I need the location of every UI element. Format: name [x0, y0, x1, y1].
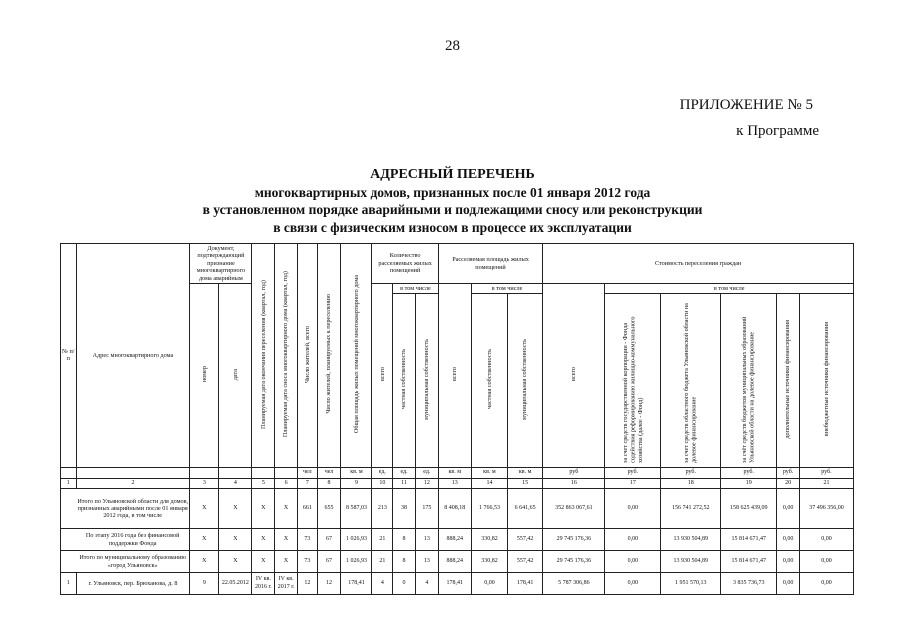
row-cell: X: [219, 489, 252, 529]
unit-cell: руб.: [799, 467, 853, 478]
row-cell: 0,00: [777, 529, 800, 551]
unit-cell: чел: [297, 467, 317, 478]
row-cell: 4: [415, 573, 438, 595]
header-rooms-total: всего: [378, 367, 386, 382]
row-cell: 73: [297, 529, 317, 551]
title-line-1: АДРЕСНЫЙ ПЕРЕЧЕНЬ: [370, 167, 535, 182]
header-additional-sources: дополнительные источники финансирования: [784, 320, 792, 439]
column-number: 2: [76, 478, 190, 488]
row-cell: 37 496 356,00: [799, 489, 853, 529]
header-non-budget-sources: внебюджетные источники финансирования: [822, 322, 830, 437]
row-cell: 12: [297, 573, 317, 595]
row-cell: 4: [372, 573, 393, 595]
header-address: Адрес многоквартирного дома: [76, 244, 190, 468]
row-cell: 0,00: [605, 573, 661, 595]
row-cell: 73: [297, 551, 317, 573]
title-line-2: многоквартирных домов, признанных после 01 января 2012 года: [254, 184, 651, 200]
row-cell: X: [252, 551, 275, 573]
appendix-label: ПРИЛОЖЕНИЕ № 5: [679, 97, 813, 113]
row-cell: 655: [317, 489, 341, 529]
row-cell: 3 835 736,73: [721, 573, 777, 595]
header-cost-total: всего: [570, 367, 578, 382]
row-cell: 8: [393, 551, 416, 573]
unit-cell: руб.: [721, 467, 777, 478]
row-cell: 13: [415, 551, 438, 573]
appendix-heading: [679, 92, 819, 144]
column-number: 1: [61, 478, 77, 488]
column-number: 20: [777, 478, 800, 488]
row-cell: X: [190, 551, 219, 573]
row-cell: 156 741 272,52: [661, 489, 721, 529]
row-cell: [61, 551, 77, 573]
row-cell: 29 745 176,36: [543, 551, 605, 573]
row-cell: 330,82: [471, 551, 507, 573]
row-cell: 6 641,65: [508, 489, 543, 529]
row-cell: 0,00: [777, 573, 800, 595]
row-cell: 213: [372, 489, 393, 529]
row-cell: X: [252, 489, 275, 529]
row-cell: 1 026,93: [341, 551, 372, 573]
column-number: 18: [661, 478, 721, 488]
title-line-4: в связи с физическим износом в процессе их эксплуатации: [273, 219, 632, 235]
row-cell: 67: [317, 529, 341, 551]
row-cell: 22.05.2012: [219, 573, 252, 595]
unit-cell: кв. м: [471, 467, 507, 478]
row-cell: 13 930 504,89: [661, 551, 721, 573]
row-cell: 13: [415, 529, 438, 551]
header-local-budget: за счёт средств бюджетов муниципальных образований Ульяновской области на долевое финансирование: [741, 317, 756, 464]
column-number: 10: [372, 478, 393, 488]
unit-cell: ед.: [415, 467, 438, 478]
header-area-total: всего: [451, 367, 459, 382]
column-number: 14: [471, 478, 507, 488]
unit-cell: ед.: [372, 467, 393, 478]
row-cell: 888,24: [438, 551, 471, 573]
unit-cell: руб.: [605, 467, 661, 478]
header-residents-total: Число жителей, всего: [303, 325, 311, 383]
column-numbers-row: [61, 478, 854, 488]
table-row: [61, 529, 854, 551]
row-cell: 1 766,53: [471, 489, 507, 529]
header-area-relocated: Расселяемая площадь жилых помещений: [438, 244, 543, 284]
header-rooms-municipal: муниципальная собственность: [423, 338, 431, 420]
column-number: 4: [219, 478, 252, 488]
header-doc-number: номер: [200, 366, 208, 383]
row-cell: 1 951 570,13: [661, 573, 721, 595]
row-cell: 0,00: [605, 529, 661, 551]
row-cell: X: [219, 529, 252, 551]
page-number: 28: [445, 38, 460, 54]
row-cell: X: [252, 529, 275, 551]
column-number: 6: [275, 478, 298, 488]
column-number: 19: [721, 478, 777, 488]
row-cell: 0,00: [605, 551, 661, 573]
row-cell: 0,00: [777, 551, 800, 573]
row-cell: 8 587,03: [341, 489, 372, 529]
row-cell: X: [219, 551, 252, 573]
row-cell: 9: [190, 573, 219, 595]
row-cell: 178,41: [341, 573, 372, 595]
header-doc-date: дата: [231, 368, 239, 380]
header-fund: за счет средств государственной корпорации - Фонда содействия реформированию жилищно-коммунального хозяйства (далее - Фонд): [621, 316, 644, 464]
header-area-private: частная собственность: [485, 349, 493, 410]
unit-cell: руб: [543, 467, 605, 478]
row-cell: 15 814 671,47: [721, 551, 777, 573]
row-cell: 661: [297, 489, 317, 529]
row-cell: 15 814 671,47: [721, 529, 777, 551]
unit-cell: чел: [317, 467, 341, 478]
unit-cell: ед.: [393, 467, 416, 478]
column-number: 21: [799, 478, 853, 488]
title-line-3: в установленном порядке аварийными и подлежащими сносу или реконструкции: [202, 202, 703, 217]
header-planned-demolition: Планируемая дата сноса многоквартирного дома (квартал, год): [282, 271, 290, 438]
column-number: 17: [605, 478, 661, 488]
row-cell: 178,41: [438, 573, 471, 595]
column-number: 13: [438, 478, 471, 488]
header-cost-including: в том числе: [605, 284, 854, 294]
row-cell: 38: [393, 489, 416, 529]
unit-cell: кв. м: [508, 467, 543, 478]
row-cell: 29 745 176,36: [543, 529, 605, 551]
column-number: 11: [393, 478, 416, 488]
row-cell: 21: [372, 529, 393, 551]
row-address-cell: По этапу 2016 года без финансовой поддержки Фонда: [76, 529, 190, 551]
header-rooms-count: Количество расселяемых жилых помещений: [372, 244, 438, 284]
row-cell: 12: [317, 573, 341, 595]
unit-cell: руб.: [661, 467, 721, 478]
row-cell: 0,00: [471, 573, 507, 595]
row-cell: 8 408,18: [438, 489, 471, 529]
row-cell: 0,00: [799, 551, 853, 573]
header-total-area: Общая площадь жилых помещений многоквартирного дома: [352, 275, 360, 434]
row-cell: 5 787 306,86: [543, 573, 605, 595]
column-number: 16: [543, 478, 605, 488]
row-cell: 352 863 067,61: [543, 489, 605, 529]
row-cell: 0,00: [777, 489, 800, 529]
row-cell: IV кв. 2016 г.: [252, 573, 275, 595]
document-title: [0, 166, 905, 236]
header-regional-budget: за счет средств областного бюджета Ульяновской области на долевое финансирование: [683, 303, 698, 464]
row-cell: 178,41: [508, 573, 543, 595]
row-cell: 1 026,93: [341, 529, 372, 551]
header-num: № п/п: [61, 244, 77, 468]
row-cell: 8: [393, 529, 416, 551]
row-cell: X: [275, 489, 298, 529]
header-area-including: в том числе: [471, 284, 542, 294]
header-rooms-including: в том числе: [393, 284, 439, 294]
row-cell: 21: [372, 551, 393, 573]
row-address-cell: Итого по муниципальному образованию «город Ульяновск»: [76, 551, 190, 573]
row-cell: X: [190, 489, 219, 529]
appendix-program: к Программе: [736, 123, 819, 139]
row-cell: X: [275, 551, 298, 573]
header-area-municipal: муниципальная собственность: [521, 338, 529, 420]
header-rooms-private: частная собственность: [400, 349, 408, 410]
row-cell: 13 930 504,89: [661, 529, 721, 551]
row-cell: 67: [317, 551, 341, 573]
row-cell: 175: [415, 489, 438, 529]
row-cell: 557,42: [508, 529, 543, 551]
table-row: [61, 551, 854, 573]
row-cell: X: [275, 529, 298, 551]
row-cell: [61, 529, 77, 551]
row-cell: IV кв. 2017 г.: [275, 573, 298, 595]
column-number: 9: [341, 478, 372, 488]
row-cell: 0,00: [799, 573, 853, 595]
unit-cell: руб.: [777, 467, 800, 478]
header-cost: Стоимость переселения граждан: [543, 244, 854, 284]
units-row: [61, 467, 854, 478]
unit-cell: кв. м: [341, 467, 372, 478]
table-row: [61, 489, 854, 529]
column-number: 3: [190, 478, 219, 488]
row-cell: X: [190, 529, 219, 551]
column-number: 12: [415, 478, 438, 488]
row-cell: 557,42: [508, 551, 543, 573]
row-cell: 0,00: [799, 529, 853, 551]
unit-cell: кв. м: [438, 467, 471, 478]
row-cell: 888,24: [438, 529, 471, 551]
address-list-table: [60, 243, 854, 595]
row-cell: 158 625 439,09: [721, 489, 777, 529]
row-cell: 330,82: [471, 529, 507, 551]
row-cell: 0,00: [605, 489, 661, 529]
table-row: [61, 573, 854, 595]
row-cell: [61, 489, 77, 529]
column-number: 8: [317, 478, 341, 488]
header-planned-relocation: Планируемая дата окончания переселения (квартал, год): [259, 279, 267, 429]
row-cell: 1: [61, 573, 77, 595]
header-residents-planned: Число жителей, планируемых к переселению: [325, 294, 333, 415]
row-address-cell: Итого по Ульяновской области для домов, признанных аварийными после 01 января 2012 года, в том числе: [76, 489, 190, 529]
header-document: Документ, подтверждающий признание многоквартирного дома аварийным: [190, 244, 252, 284]
column-number: 15: [508, 478, 543, 488]
row-address-cell: г. Ульяновск, пер. Брюханова, д. 8: [76, 573, 190, 595]
column-number: 7: [297, 478, 317, 488]
row-cell: 0: [393, 573, 416, 595]
column-number: 5: [252, 478, 275, 488]
